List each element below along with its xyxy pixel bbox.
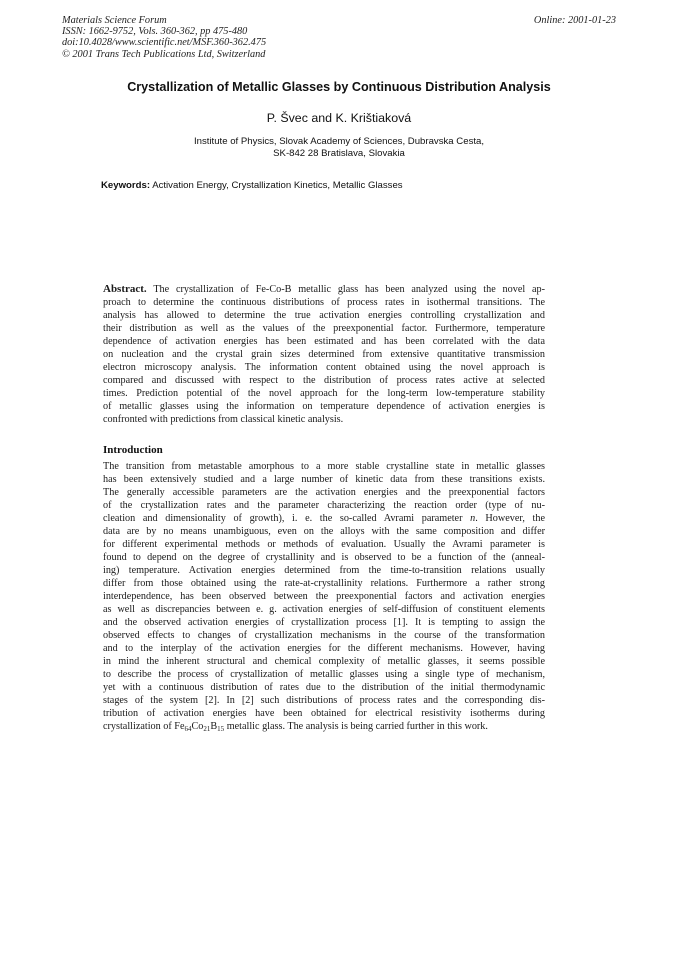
intro-line: observed effects to changes of crystallization mechanisms in the course of the transformation — [103, 630, 545, 641]
intro-line: to describe the process of crystallization of metallic glasses using a single type of mechanism, — [103, 669, 545, 680]
abstract-line: their distribution as well as the values of the preexponential factor. Furthermore, temperature — [103, 323, 545, 334]
intro-text: cleation and dimensionality of growth), i. e. the so-called Avrami parameter — [103, 513, 463, 524]
affiliation — [0, 136, 678, 160]
intro-line: in mind the inherent structural and chemical complexity of metallic glasses, it seems possible — [103, 656, 545, 667]
intro-line — [103, 720, 545, 733]
element-fe: Fe — [174, 721, 185, 732]
section-heading-introduction: Introduction — [103, 444, 163, 456]
intro-text: metallic glass. The analysis is being carried further in this work. — [224, 721, 488, 732]
intro-line — [103, 512, 545, 525]
intro-line: The transition from metastable amorphous to a more stable crystalline state in metallic glasses — [103, 461, 545, 472]
abstract-line: on nucleation and the crystal grain sizes determined from extensive quantitative transmission — [103, 349, 545, 360]
abstract-text: The crystallization of Fe-Co-B metallic glass has been analyzed using the novel ap- — [153, 284, 545, 295]
intro-line: for different experimental methods or methods of evaluation. Usually the Avrami parameter is — [103, 539, 545, 550]
intro-line: ing) temperature. Activation energies determined from the time-to-transition relations usually — [103, 565, 545, 576]
abstract-line: times. Prediction potential of the novel approach for the long-term low-temperature stability — [103, 388, 545, 399]
intro-text: crystallization of — [103, 721, 172, 732]
subscript-co: 21 — [203, 725, 211, 733]
intro-line: as well as discrepancies between e. g. activation energies of self-diffusion of constituent elements — [103, 604, 545, 615]
element-b: B — [210, 721, 218, 732]
avrami-symbol: n — [470, 513, 476, 524]
keywords-label: Keywords: — [101, 180, 151, 191]
intro-line: interdependence, has been observed between the preexponential factors and activation energies — [103, 591, 545, 602]
issn-line: ISSN: 1662-9752, Vols. 360-362, pp 475-480 — [62, 26, 248, 38]
abstract — [103, 283, 545, 426]
subscript-b: 15 — [217, 725, 225, 733]
intro-line: yet with a continuous distribution of rates due to the distribution of the initial thermodynamic — [103, 682, 545, 693]
intro-text: . However, the — [475, 513, 545, 524]
keywords — [101, 180, 601, 191]
abstract-label: Abstract. — [103, 283, 147, 295]
intro-line: data are by no means unambiguous, even on the alloys with the same composition and differ — [103, 526, 545, 537]
intro-line: The generally accessible parameters are the activation energies and the preexponential factors — [103, 487, 545, 498]
copyright-line: © 2001 Trans Tech Publications Ltd, Switzerland — [62, 48, 266, 60]
element-co: Co — [191, 721, 204, 732]
intro-line: differ from those obtained using the rate-at-crystallinity relations. Furthermore a rather strong — [103, 578, 545, 589]
online-date: Online: 2001-01-23 — [533, 15, 616, 26]
abstract-line: proach to determine the continuous distributions of process rates in isothermal transitions. The — [103, 297, 545, 308]
abstract-line: electron microscopy analysis. The information content obtained using the novel approach is — [103, 362, 545, 373]
doi-link[interactable]: doi:10.4028/www.scientific.net/MSF.360-362.475 — [62, 37, 267, 49]
subscript-fe: 64 — [184, 725, 192, 733]
intro-line: has been extensively studied and a large number of kinetic data from these transitions exists. — [103, 474, 545, 485]
keywords-text: Activation Energy, Crystallization Kinetics, Metallic Glasses — [152, 180, 403, 191]
intro-line: stages of the system [2]. In [2] such distributions of process rates and the corresponding dis- — [103, 695, 545, 706]
intro-line: found to depend on the degree of crystallinity and is observed to be a function of the (anneal- — [103, 552, 545, 563]
abstract-line: of metallic glasses using the information on temperature dependence of activation energies is — [103, 401, 545, 412]
paper-title: Crystallization of Metallic Glasses by Continuous Distribution Analysis — [127, 80, 551, 94]
intro-line: and to the interplay of the activation energies for the different mechanisms. However, having — [103, 643, 545, 654]
intro-line: and the observed activation energies of crystallization process [1]. It is tempting to assign the — [103, 617, 545, 628]
paper-authors: P. Švec and K. Krištiaková — [266, 111, 412, 125]
abstract-line: confronted with predictions from classical kinetic analysis. — [103, 414, 344, 425]
journal-name: Materials Science Forum — [62, 15, 167, 26]
abstract-line: compared and discussed with respect to the distribution of process rates active at selected — [103, 375, 545, 386]
abstract-line: analysis has allowed to determine the true activation energies controlling crystallization and — [103, 310, 545, 321]
abstract-line — [103, 283, 545, 296]
affiliation-line: Institute of Physics, Slovak Academy of Sciences, Dubravska Cesta, — [193, 136, 485, 147]
intro-line: of the crystallization rates and the parameter characterizing the reaction order (type of nu- — [103, 500, 545, 511]
alloy-formula — [174, 721, 224, 732]
abstract-line: dependence of activation energies has been estimated and has been correlated with the data — [103, 336, 545, 347]
journal-header — [62, 15, 422, 60]
intro-line: tribution of activation energies have been obtained for electrical resistivity isotherms during — [103, 708, 545, 719]
introduction-body — [103, 460, 545, 733]
affiliation-line: SK-842 28 Bratislava, Slovakia — [273, 148, 405, 159]
